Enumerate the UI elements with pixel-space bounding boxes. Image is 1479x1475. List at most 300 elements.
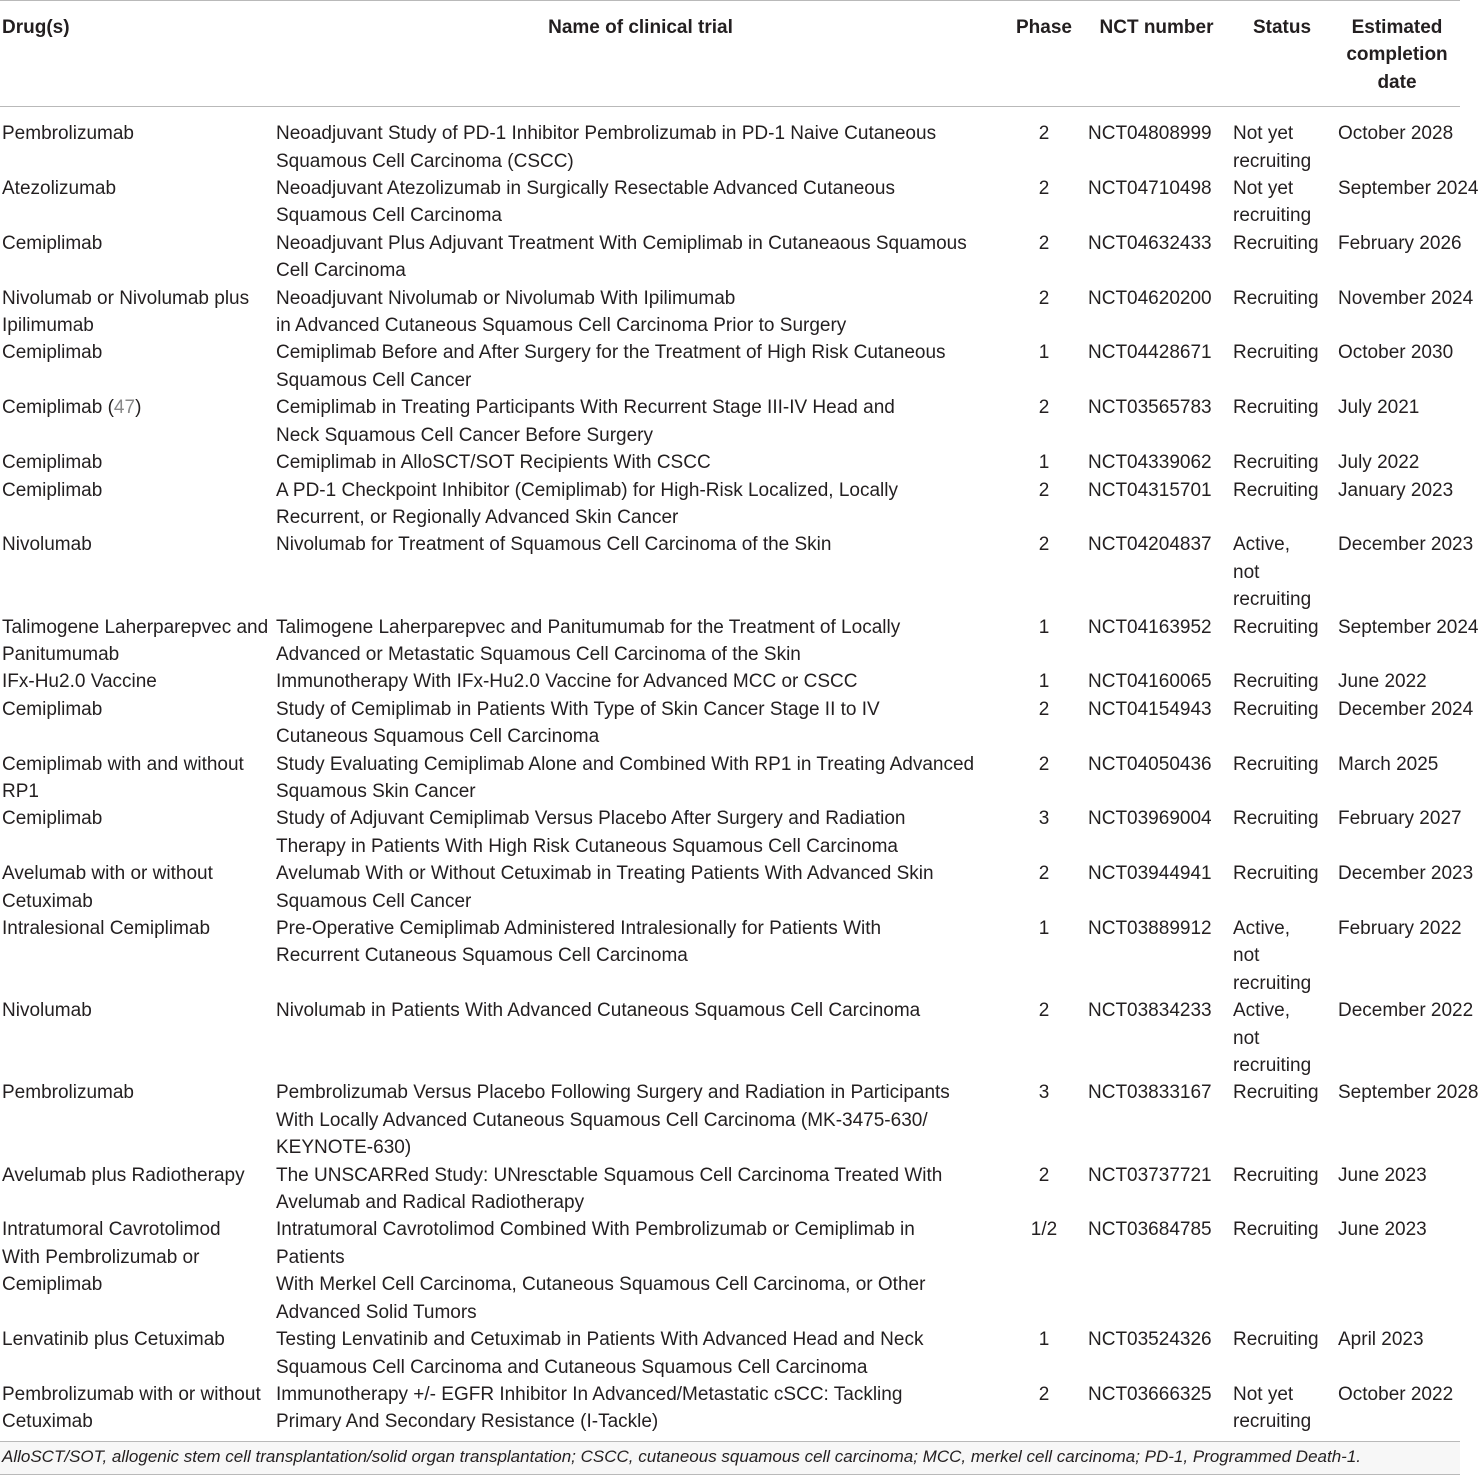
- drug-cell: [0, 531, 276, 613]
- nct-line: NCT04204837: [1088, 534, 1212, 556]
- table-row: [0, 449, 1460, 476]
- name-line: The UNSCARRed Study: UNresctable Squamous Cell Carcinoma Treated With: [276, 1164, 943, 1186]
- status-line: recruiting: [1233, 150, 1312, 172]
- name-line: Nivolumab in Patients With Advanced Cutaneous Squamous Cell Carcinoma: [276, 1000, 921, 1022]
- phase-cell: [1005, 1326, 1083, 1381]
- status-cell: [1230, 696, 1334, 751]
- status-cell: [1230, 915, 1334, 997]
- status-line: Active,: [1233, 918, 1291, 939]
- date-line: February 2027: [1338, 808, 1462, 830]
- drugs-line: Panitumumab: [2, 643, 120, 665]
- nct-line: NCT03524326: [1088, 1329, 1212, 1351]
- drug-cell: [0, 1381, 276, 1441]
- drugs-line: Cemiplimab: [2, 479, 103, 501]
- name-line: With Locally Advanced Cutaneous Squamous Cell Carcinoma (MK-3475-630/: [276, 1109, 928, 1131]
- drugs-line: Nivolumab: [2, 534, 92, 556]
- date-line: June 2022: [1338, 671, 1427, 693]
- date-line: October 2028: [1338, 123, 1454, 145]
- drugs-line: Pembrolizumab: [2, 123, 134, 145]
- drug-cell: [0, 175, 276, 230]
- trial-name-cell: [276, 449, 1005, 476]
- status-cell: [1230, 614, 1334, 669]
- header-phase: Phase: [1005, 1, 1083, 107]
- status-line: recruiting: [1233, 589, 1312, 611]
- name-line: Recurrent Cutaneous Squamous Cell Carcinoma: [276, 945, 688, 967]
- completion-date-cell: [1334, 1326, 1460, 1381]
- trial-name-cell: [276, 230, 1005, 285]
- drugs-line: Cemiplimab: [2, 1274, 103, 1296]
- drugs-line: Cemiplimab: [2, 698, 103, 720]
- phase-line: 2: [1038, 1383, 1050, 1405]
- header-drugs: Drug(s): [0, 1, 276, 107]
- nct-number-cell: [1083, 531, 1230, 613]
- phase-line: 2: [1038, 698, 1050, 720]
- date-line: September 2028: [1338, 1082, 1479, 1104]
- nct-line: NCT04620200: [1088, 287, 1212, 309]
- status-cell: [1230, 1326, 1334, 1381]
- trial-name-cell: [276, 1079, 1005, 1161]
- date-line: March 2025: [1338, 753, 1439, 775]
- drugs-line: Nivolumab or Nivolumab plus: [2, 287, 250, 309]
- phase-cell: [1005, 915, 1083, 997]
- table-row: [0, 668, 1460, 695]
- table-row: [0, 860, 1460, 915]
- drugs-line: Nivolumab: [2, 1000, 92, 1022]
- trial-name-cell: [276, 860, 1005, 915]
- drugs-line: Pembrolizumab with or without: [2, 1383, 261, 1405]
- name-line: With Merkel Cell Carcinoma, Cutaneous Squamous Cell Carcinoma, or Other: [276, 1274, 926, 1296]
- status-line: Recruiting: [1233, 863, 1319, 885]
- completion-date-cell: [1334, 531, 1474, 613]
- drug-cell: [0, 230, 276, 285]
- phase-cell: [1005, 285, 1083, 340]
- nct-line: NCT03565783: [1088, 397, 1212, 419]
- status-line: recruiting: [1233, 1411, 1312, 1433]
- name-line: Avelumab With or Without Cetuximab in Treating Patients With Advanced Skin: [276, 863, 934, 885]
- trial-name-cell: [276, 531, 1005, 613]
- completion-date-cell: [1334, 449, 1460, 476]
- phase-line: 1: [1038, 616, 1050, 638]
- nct-number-cell: [1083, 860, 1230, 915]
- completion-date-cell: [1334, 915, 1460, 997]
- table-row: [0, 751, 1460, 806]
- phase-line: 1: [1038, 671, 1050, 693]
- drug-cell: [0, 1162, 276, 1217]
- date-line: October 2030: [1338, 342, 1454, 364]
- header-nct-number: NCT number: [1083, 1, 1230, 107]
- date-line: July 2021: [1338, 397, 1420, 419]
- nct-line: NCT04808999: [1088, 123, 1212, 145]
- phase-line: 1: [1038, 1329, 1050, 1351]
- drug-cell: [0, 614, 276, 669]
- phase-cell: [1005, 394, 1083, 449]
- nct-line: NCT04315701: [1088, 479, 1212, 501]
- drugs-line: Cemiplimab with and without: [2, 753, 244, 775]
- drugs-line: Atezolizumab: [2, 178, 117, 200]
- name-line: Immunotherapy With IFx-Hu2.0 Vaccine for Advanced MCC or CSCC: [276, 671, 858, 693]
- nct-line: NCT04710498: [1088, 178, 1212, 200]
- header-trial-name: Name of clinical trial: [276, 1, 1005, 107]
- name-line: Advanced or Metastatic Squamous Cell Carcinoma of the Skin: [276, 643, 801, 665]
- name-line: A PD-1 Checkpoint Inhibitor (Cemiplimab) for High-Risk Localized, Locally: [276, 479, 898, 501]
- status-line: recruiting: [1233, 1055, 1312, 1077]
- drugs-line: Cemiplimab: [2, 452, 103, 474]
- name-line: Squamous Cell Carcinoma and Cutaneous Squamous Cell Carcinoma: [276, 1356, 868, 1378]
- table-body: [0, 107, 1479, 1441]
- date-line: October 2022: [1338, 1383, 1454, 1405]
- table-row: [0, 1162, 1460, 1217]
- drugs-line: Pembrolizumab: [2, 1082, 134, 1104]
- nct-line: NCT03944941: [1088, 863, 1212, 885]
- status-cell: [1230, 107, 1334, 175]
- drugs-line: Intralesional Cemiplimab: [2, 918, 211, 939]
- phase-line: 2: [1038, 397, 1050, 419]
- drug-cell: [0, 805, 276, 860]
- phase-line: 3: [1038, 1082, 1050, 1104]
- trial-name-cell: [276, 175, 1005, 230]
- trial-name-cell: [276, 805, 1005, 860]
- date-line: December 2022: [1338, 1000, 1474, 1022]
- drug-cell: [0, 285, 276, 340]
- phase-cell: [1005, 696, 1083, 751]
- name-line: Cell Carcinoma: [276, 260, 406, 282]
- trial-name-cell: [276, 751, 1005, 806]
- name-line: Neoadjuvant Nivolumab or Nivolumab With Ipilimumab: [276, 287, 736, 309]
- nct-number-cell: [1083, 1162, 1230, 1217]
- drugs-line: Cemiplimab: [2, 342, 103, 364]
- phase-cell: [1005, 175, 1083, 230]
- name-line: Recurrent, or Regionally Advanced Skin Cancer: [276, 506, 679, 528]
- name-line: Cutaneous Squamous Cell Carcinoma: [276, 726, 600, 748]
- completion-date-cell: [1334, 1216, 1460, 1326]
- status-cell: [1230, 668, 1334, 695]
- drug-cell: [0, 751, 276, 806]
- drugs-line: Lenvatinib plus Cetuximab: [2, 1329, 225, 1351]
- nct-line: NCT04632433: [1088, 232, 1212, 254]
- drugs-line: Avelumab with or without: [2, 863, 213, 885]
- drug-cell: [0, 915, 276, 997]
- date-line: December 2024: [1338, 698, 1474, 720]
- completion-date-cell: [1334, 614, 1479, 669]
- nct-number-cell: [1083, 1381, 1230, 1441]
- nct-line: NCT04428671: [1088, 342, 1212, 364]
- completion-date-cell: [1334, 107, 1460, 175]
- name-line: Pre-Operative Cemiplimab Administered Intralesionally for Patients With: [276, 918, 882, 939]
- phase-line: 1: [1038, 342, 1050, 364]
- trial-name-cell: [276, 394, 1005, 449]
- table-row: [0, 394, 1460, 449]
- reference-link[interactable]: 47: [113, 397, 136, 419]
- status-line: Recruiting: [1233, 1219, 1319, 1241]
- table-row: [0, 1381, 1460, 1441]
- status-cell: [1230, 1162, 1334, 1217]
- name-line: Intratumoral Cavrotolimod Combined With Pembrolizumab or Cemiplimab in: [276, 1219, 915, 1241]
- completion-date-cell: [1334, 696, 1474, 751]
- completion-date-cell: [1334, 477, 1460, 532]
- nct-number-cell: [1083, 915, 1230, 997]
- status-cell: [1230, 751, 1334, 806]
- nct-number-cell: [1083, 1216, 1230, 1326]
- trial-name-cell: [276, 477, 1005, 532]
- name-line: Therapy in Patients With High Risk Cutaneous Squamous Cell Carcinoma: [276, 835, 898, 857]
- drugs-line: With Pembrolizumab or: [2, 1246, 200, 1268]
- table-row: [0, 614, 1460, 669]
- nct-number-cell: [1083, 230, 1230, 285]
- status-line: Not yet: [1233, 1383, 1294, 1405]
- name-line: Squamous Skin Cancer: [276, 780, 476, 802]
- status-line: Recruiting: [1233, 287, 1319, 309]
- table-row: [0, 696, 1460, 751]
- table-row: [0, 107, 1460, 175]
- status-line: Recruiting: [1233, 616, 1319, 638]
- nct-line: NCT03833167: [1088, 1082, 1212, 1104]
- phase-cell: [1005, 1162, 1083, 1217]
- name-line: Neoadjuvant Plus Adjuvant Treatment With Cemiplimab in Cutaneaous Squamous: [276, 232, 967, 254]
- date-line: September 2024: [1338, 616, 1479, 638]
- nct-line: NCT03969004: [1088, 808, 1212, 830]
- status-cell: [1230, 449, 1334, 476]
- status-line: Recruiting: [1233, 452, 1319, 474]
- trial-name-cell: [276, 107, 1005, 175]
- name-line: Immunotherapy +/- EGFR Inhibitor In Advanced/Metastatic cSCC: Tackling: [276, 1383, 903, 1405]
- phase-line: 2: [1038, 1164, 1050, 1186]
- phase-line: 2: [1038, 232, 1050, 254]
- phase-cell: [1005, 668, 1083, 695]
- phase-line: 1: [1038, 918, 1050, 939]
- nct-number-cell: [1083, 339, 1230, 394]
- status-line: Recruiting: [1233, 808, 1319, 830]
- trial-name-cell: [276, 1216, 1005, 1326]
- nct-line: NCT03737721: [1088, 1164, 1212, 1186]
- completion-date-cell: [1334, 997, 1474, 1079]
- status-cell: [1230, 531, 1334, 613]
- nct-number-cell: [1083, 175, 1230, 230]
- table-row: [0, 915, 1460, 997]
- name-line: Avelumab and Radical Radiotherapy: [276, 1192, 585, 1214]
- phase-cell: [1005, 1381, 1083, 1441]
- completion-date-cell: [1334, 1381, 1460, 1441]
- date-line: June 2023: [1338, 1219, 1427, 1241]
- date-line: September 2024: [1338, 178, 1479, 200]
- table-row: [0, 1079, 1460, 1161]
- table-row: [0, 805, 1460, 860]
- table-row: [0, 531, 1460, 613]
- phase-line: 2: [1038, 534, 1050, 556]
- name-line: KEYNOTE-630): [276, 1137, 412, 1159]
- completion-date-cell: [1334, 751, 1460, 806]
- status-line: Recruiting: [1233, 753, 1319, 775]
- drug-cell: [0, 860, 276, 915]
- phase-cell: [1005, 449, 1083, 476]
- completion-date-cell: [1334, 1079, 1479, 1161]
- status-line: Recruiting: [1233, 232, 1319, 254]
- table-row: [0, 1326, 1460, 1381]
- name-line: Study of Cemiplimab in Patients With Type of Skin Cancer Stage II to IV: [276, 698, 880, 720]
- nct-line: NCT04160065: [1088, 671, 1212, 693]
- nct-number-cell: [1083, 1079, 1230, 1161]
- date-line: November 2024: [1338, 287, 1474, 309]
- phase-line: 1/2: [1030, 1219, 1058, 1241]
- drug-cell: [0, 696, 276, 751]
- drug-cell: [0, 107, 276, 175]
- name-line: Neoadjuvant Atezolizumab in Surgically Resectable Advanced Cutaneous: [276, 178, 895, 200]
- drugs-line: Cetuximab: [2, 890, 93, 912]
- nct-number-cell: [1083, 477, 1230, 532]
- drug-cell: [0, 394, 276, 449]
- phase-cell: [1005, 477, 1083, 532]
- name-line: Study Evaluating Cemiplimab Alone and Combined With RP1 in Treating Advanced: [276, 753, 975, 775]
- phase-cell: [1005, 1079, 1083, 1161]
- name-line: Nivolumab for Treatment of Squamous Cell Carcinoma of the Skin: [276, 534, 832, 556]
- completion-date-cell: [1334, 230, 1460, 285]
- nct-line: NCT04050436: [1088, 753, 1212, 775]
- status-line: Recruiting: [1233, 397, 1319, 419]
- date-line: April 2023: [1338, 1329, 1424, 1351]
- status-cell: [1230, 394, 1334, 449]
- name-line: Squamous Cell Carcinoma: [276, 205, 502, 227]
- completion-date-cell: [1334, 285, 1474, 340]
- date-line: June 2023: [1338, 1164, 1427, 1186]
- name-line: Primary And Secondary Resistance (I-Tackle): [276, 1411, 659, 1433]
- nct-number-cell: [1083, 107, 1230, 175]
- drugs-line: Cemiplimab: [2, 808, 103, 830]
- drugs-line: Cetuximab: [2, 1411, 93, 1433]
- status-cell: [1230, 1381, 1334, 1441]
- name-line: Patients: [276, 1246, 345, 1268]
- name-line: Pembrolizumab Versus Placebo Following Surgery and Radiation in Participants: [276, 1082, 950, 1104]
- trial-name-cell: [276, 915, 1005, 997]
- phase-cell: [1005, 997, 1083, 1079]
- name-line: Talimogene Laherparepvec and Panitumumab for the Treatment of Locally: [276, 616, 901, 638]
- name-line: Cemiplimab Before and After Surgery for the Treatment of High Risk Cutaneous: [276, 342, 946, 364]
- status-line: Not yet: [1233, 178, 1294, 200]
- status-cell: [1230, 339, 1334, 394]
- status-cell: [1230, 1216, 1334, 1326]
- nct-number-cell: [1083, 696, 1230, 751]
- phase-cell: [1005, 614, 1083, 669]
- nct-line: NCT03834233: [1088, 1000, 1212, 1022]
- status-line: not: [1233, 561, 1260, 583]
- drugs-line: Cemiplimab: [2, 232, 103, 254]
- name-line: Squamous Cell Cancer: [276, 369, 472, 391]
- drug-cell: [0, 997, 276, 1079]
- completion-date-cell: [1334, 175, 1479, 230]
- drug-cell: [0, 449, 276, 476]
- phase-line: 2: [1038, 123, 1050, 145]
- phase-cell: [1005, 1216, 1083, 1326]
- nct-number-cell: [1083, 449, 1230, 476]
- nct-number-cell: [1083, 997, 1230, 1079]
- name-line: Squamous Cell Cancer: [276, 890, 472, 912]
- nct-number-cell: [1083, 1326, 1230, 1381]
- name-line: Testing Lenvatinib and Cetuximab in Patients With Advanced Head and Neck: [276, 1329, 924, 1351]
- status-line: Not yet: [1233, 123, 1294, 145]
- table-header: [0, 1, 1460, 107]
- phase-cell: [1005, 531, 1083, 613]
- name-line: Cemiplimab in Treating Participants With Recurrent Stage III-IV Head and: [276, 397, 895, 419]
- trial-name-cell: [276, 997, 1005, 1079]
- status-line: Recruiting: [1233, 1329, 1319, 1351]
- phase-line: 2: [1038, 753, 1050, 775]
- nct-number-cell: [1083, 285, 1230, 340]
- date-line: December 2023: [1338, 534, 1474, 556]
- name-line: Advanced Solid Tumors: [276, 1301, 477, 1323]
- status-cell: [1230, 175, 1334, 230]
- nct-number-cell: [1083, 805, 1230, 860]
- nct-number-cell: [1083, 614, 1230, 669]
- nct-line: NCT04163952: [1088, 616, 1212, 638]
- table-row: [0, 175, 1460, 230]
- status-cell: [1230, 1079, 1334, 1161]
- date-line: January 2023: [1338, 479, 1454, 501]
- completion-date-cell: [1334, 860, 1474, 915]
- table-footnote: AlloSCT/SOT, allogenic stem cell transplantation/solid organ transplantation; CSCC, cutaneous squamous cell carcinoma; MCC, merkel cell carcinoma; PD-1, Programmed Death-1.: [0, 1441, 1460, 1475]
- drugs-line: Avelumab plus Radiotherapy: [2, 1164, 245, 1186]
- phase-cell: [1005, 230, 1083, 285]
- status-line: Recruiting: [1233, 1082, 1319, 1104]
- trial-name-cell: [276, 1381, 1005, 1441]
- status-line: not: [1233, 1027, 1260, 1049]
- status-cell: [1230, 230, 1334, 285]
- completion-date-cell: [1334, 668, 1460, 695]
- status-line: Recruiting: [1233, 1164, 1319, 1186]
- completion-date-cell: [1334, 339, 1460, 394]
- phase-line: 3: [1038, 808, 1050, 830]
- phase-cell: [1005, 339, 1083, 394]
- name-line: Neck Squamous Cell Cancer Before Surgery: [276, 424, 654, 446]
- status-cell: [1230, 860, 1334, 915]
- nct-line: NCT03684785: [1088, 1219, 1212, 1241]
- status-cell: [1230, 285, 1334, 340]
- phase-line: 2: [1038, 287, 1050, 309]
- name-line: Neoadjuvant Study of PD-1 Inhibitor Pembrolizumab in PD-1 Naive Cutaneous: [276, 123, 937, 145]
- name-line: Study of Adjuvant Cemiplimab Versus Placebo After Surgery and Radiation: [276, 808, 906, 830]
- date-line: December 2023: [1338, 863, 1474, 885]
- phase-line: 2: [1038, 863, 1050, 885]
- phase-cell: [1005, 805, 1083, 860]
- status-cell: [1230, 477, 1334, 532]
- status-line: recruiting: [1233, 972, 1312, 994]
- table-row: [0, 1216, 1460, 1326]
- status-line: Recruiting: [1233, 671, 1319, 693]
- drug-cell: [0, 1079, 276, 1161]
- name-line: Squamous Cell Carcinoma (CSCC): [276, 150, 574, 172]
- drug-cell: [0, 339, 276, 394]
- completion-date-cell: [1334, 805, 1460, 860]
- trial-name-cell: [276, 696, 1005, 751]
- table-row: [0, 997, 1460, 1079]
- completion-date-cell: [1334, 1162, 1460, 1217]
- trial-name-cell: [276, 339, 1005, 394]
- nct-number-cell: [1083, 668, 1230, 695]
- drug-cell: [0, 1216, 276, 1326]
- phase-line: 2: [1038, 178, 1050, 200]
- drugs-line: RP1: [2, 780, 39, 802]
- status-line: recruiting: [1233, 205, 1312, 227]
- nct-line: NCT04154943: [1088, 698, 1212, 720]
- trial-name-cell: [276, 1326, 1005, 1381]
- name-line: Cemiplimab in AlloSCT/SOT Recipients With CSCC: [276, 452, 711, 474]
- trial-name-cell: [276, 1162, 1005, 1217]
- header-row: [0, 1, 1460, 107]
- date-line: February 2022: [1338, 918, 1462, 939]
- nct-line: NCT03889912: [1088, 918, 1212, 939]
- phase-line: 2: [1038, 1000, 1050, 1022]
- status-line: Active,: [1233, 1000, 1291, 1022]
- phase-cell: [1005, 860, 1083, 915]
- date-line: July 2022: [1338, 452, 1420, 474]
- status-cell: [1230, 997, 1334, 1079]
